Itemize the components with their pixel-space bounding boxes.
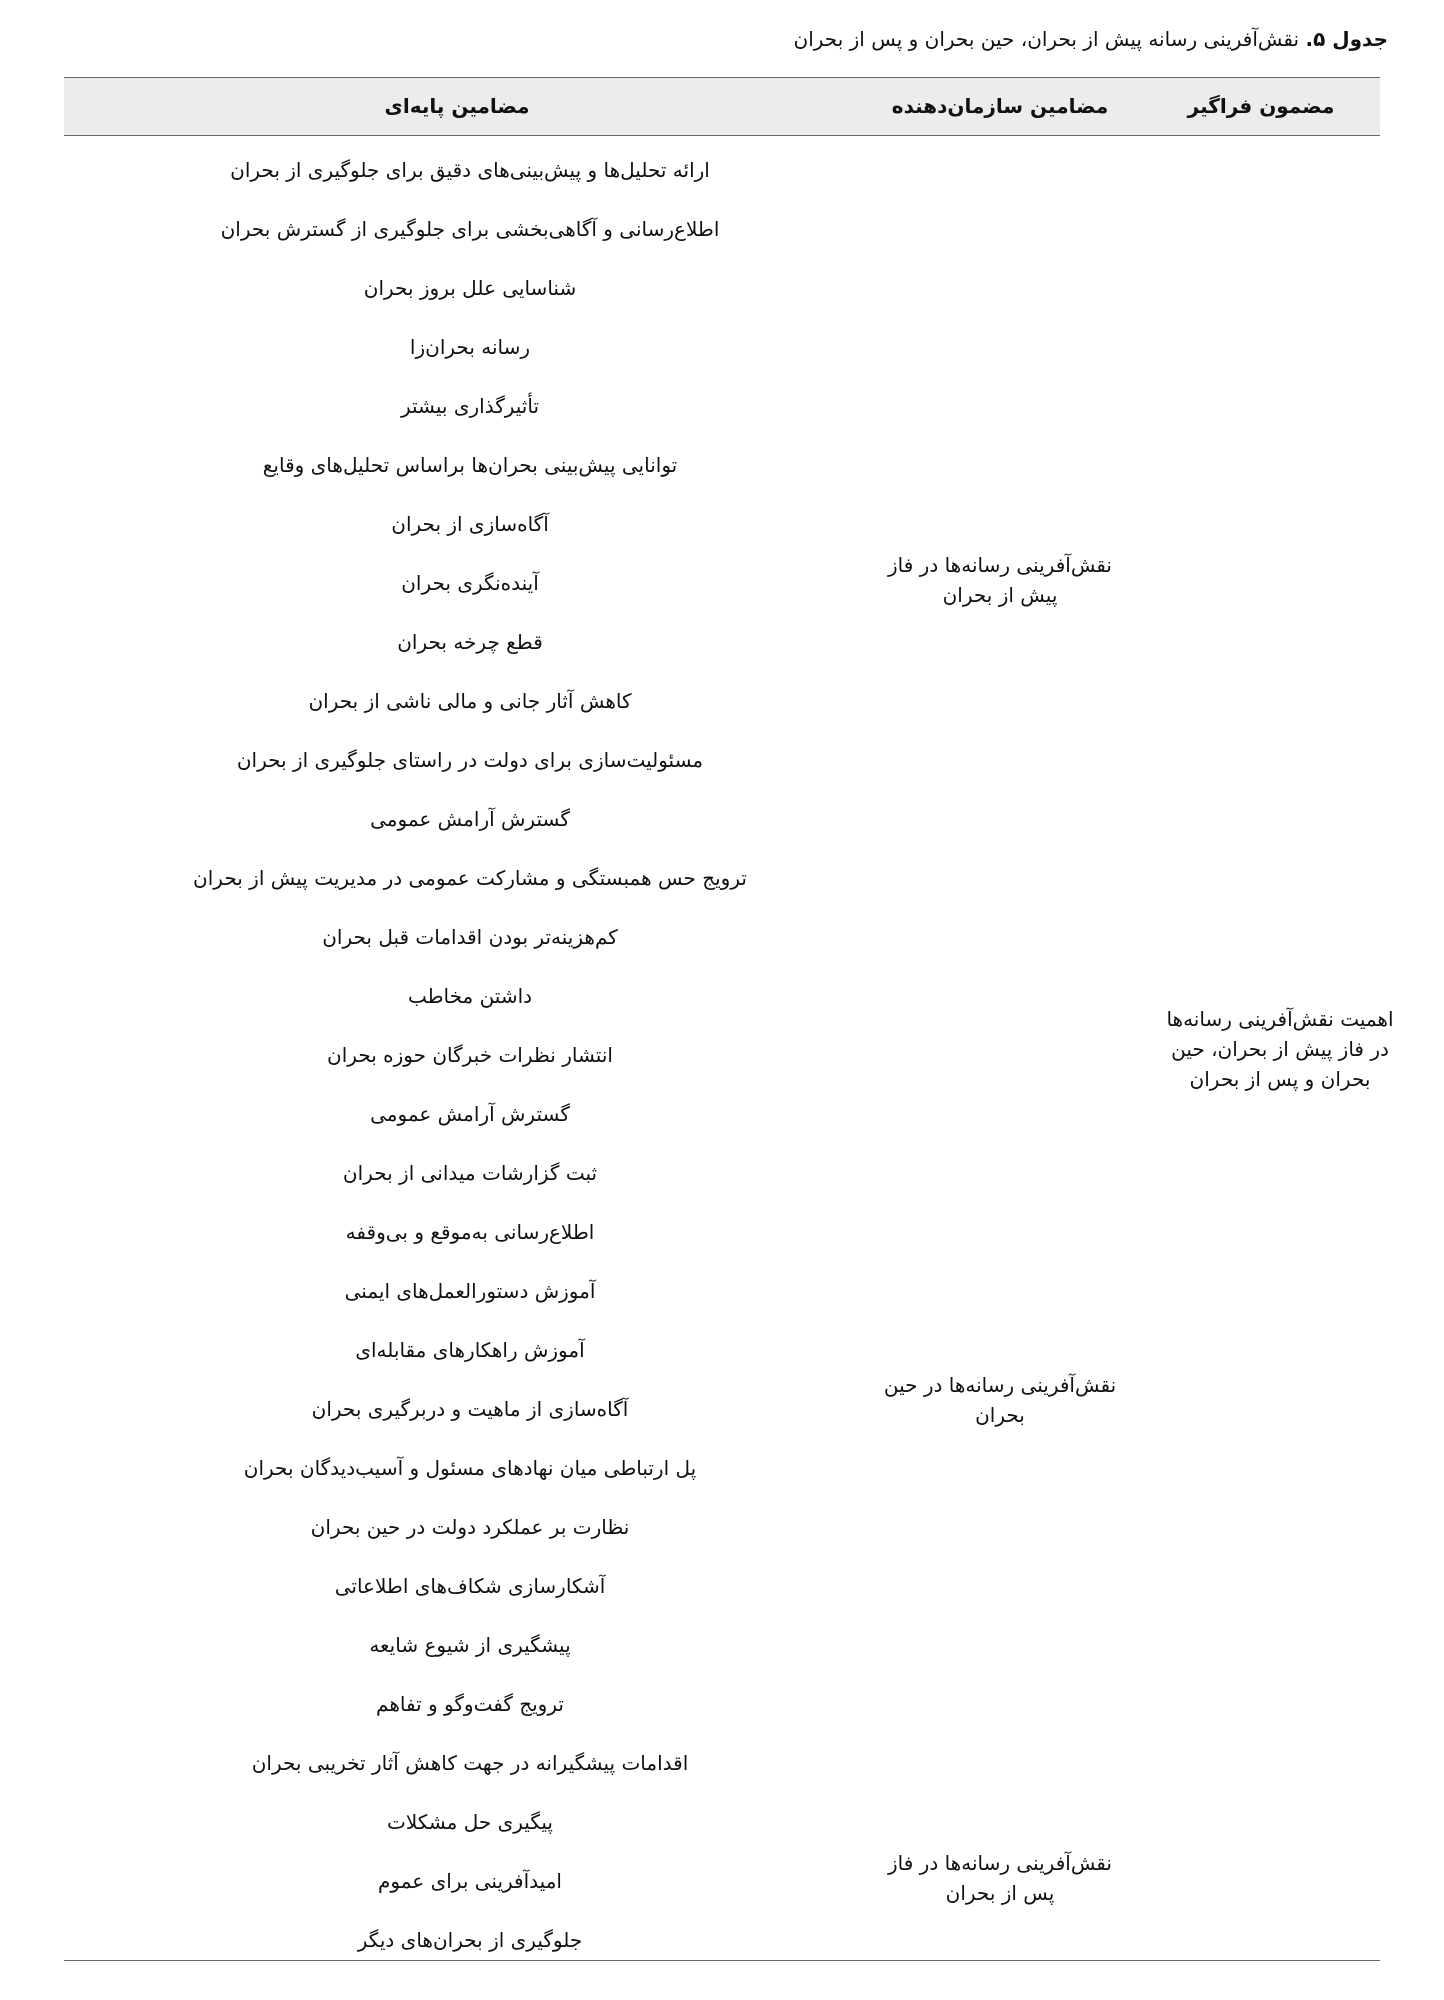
basic-theme-row: شناسایی علل بروز بحران <box>363 276 577 300</box>
table-label: جدول ۵. <box>1305 27 1388 51</box>
basic-theme-row: کاهش آثار جانی و مالی ناشی از بحران <box>308 689 632 713</box>
basic-theme-row: اقدامات پیشگیرانه در جهت کاهش آثار تخریبی بحران <box>251 1751 689 1775</box>
basic-theme-row: پل ارتباطی میان نهادهای مسئول و آسیب‌دیدگان بحران <box>243 1456 697 1480</box>
basic-theme-row: گسترش آرامش عمومی <box>370 1102 570 1126</box>
basic-theme-row: گسترش آرامش عمومی <box>370 807 570 831</box>
organizing-theme-pre-crisis: نقش‌آفرینی رسانه‌ها در فاز پیش از بحران <box>888 553 1112 607</box>
basic-theme-row: پیشگیری از شیوع شایعه <box>369 1633 571 1657</box>
organizing-theme-post-crisis: نقش‌آفرینی رسانه‌ها در فاز پس از بحران <box>888 1851 1112 1905</box>
basic-theme-row: آموزش دستورالعمل‌های ایمنی <box>344 1279 596 1303</box>
basic-theme-row: تأثیرگذاری بیشتر <box>400 394 540 418</box>
basic-theme-row: آشکارسازی شکاف‌های اطلاعاتی <box>334 1574 606 1598</box>
basic-theme-row: آینده‌نگری بحران <box>401 571 539 595</box>
basic-theme-row: پیگیری حل مشکلات <box>387 1810 553 1834</box>
basic-theme-row: ترویج حس همبستگی و مشارکت عمومی در مدیریت پیش از بحران <box>193 866 747 890</box>
basic-theme-row: مسئولیت‌سازی برای دولت در راستای جلوگیری از بحران <box>236 748 704 772</box>
basic-theme-row: توانایی پیش‌بینی بحران‌ها براساس تحلیل‌های وقایع <box>262 453 678 477</box>
basic-theme-row: نظارت بر عملکرد دولت در حین بحران <box>310 1515 630 1539</box>
basic-theme-row: اطلاع‌رسانی به‌موقع و بی‌وقفه <box>345 1220 595 1244</box>
basic-theme-row: آموزش راهکارهای مقابله‌ای <box>355 1338 585 1362</box>
header-organizing-themes: مضامین سازمان‌دهنده <box>891 94 1109 118</box>
basic-theme-row: ارائه تحلیل‌ها و پیش‌بینی‌های دقیق برای جلوگیری از بحران <box>230 158 710 182</box>
basic-theme-row: انتشار نظرات خبرگان حوزه بحران <box>327 1043 613 1067</box>
table-bottom-rule <box>64 1960 1380 1961</box>
basic-theme-row: ثبت گزارشات میدانی از بحران <box>342 1161 598 1185</box>
basic-theme-row: آگاه‌سازی از بحران <box>391 512 549 536</box>
basic-themes-list <box>130 141 810 1970</box>
organizing-theme-during-crisis: نقش‌آفرینی رسانه‌ها در حین بحران <box>883 1373 1117 1427</box>
table-title: نقش‌آفرینی رسانه پیش از بحران، حین بحران و پس از بحران <box>793 27 1300 51</box>
basic-theme-row: امیدآفرینی برای عموم <box>378 1869 562 1893</box>
table-header-rule <box>64 135 1380 136</box>
basic-theme-row: قطع چرخه بحران <box>397 630 543 654</box>
header-basic-themes: مضامین پایه‌ای <box>384 94 530 118</box>
basic-theme-row: داشتن مخاطب <box>407 984 533 1008</box>
global-theme-cell: اهمیت نقش‌آفرینی رسانه‌ها در فاز پیش از بحران، حین بحران و پس از بحران <box>1166 1007 1394 1091</box>
basic-theme-row: جلوگیری از بحران‌های دیگر <box>357 1928 583 1952</box>
basic-theme-row: کم‌هزینه‌تر بودن اقدامات قبل بحران <box>322 925 618 949</box>
header-global-theme: مضمون فراگیر <box>1187 94 1335 118</box>
basic-theme-row: رسانه بحران‌زا <box>409 335 531 359</box>
table-caption <box>56 22 1388 56</box>
basic-theme-row: آگاه‌سازی از ماهیت و دربرگیری بحران <box>311 1397 629 1421</box>
basic-theme-row: ترویج گفت‌وگو و تفاهم <box>376 1692 564 1716</box>
basic-theme-row: اطلاع‌رسانی و آگاهی‌بخشی برای جلوگیری از گسترش بحران <box>220 217 720 241</box>
